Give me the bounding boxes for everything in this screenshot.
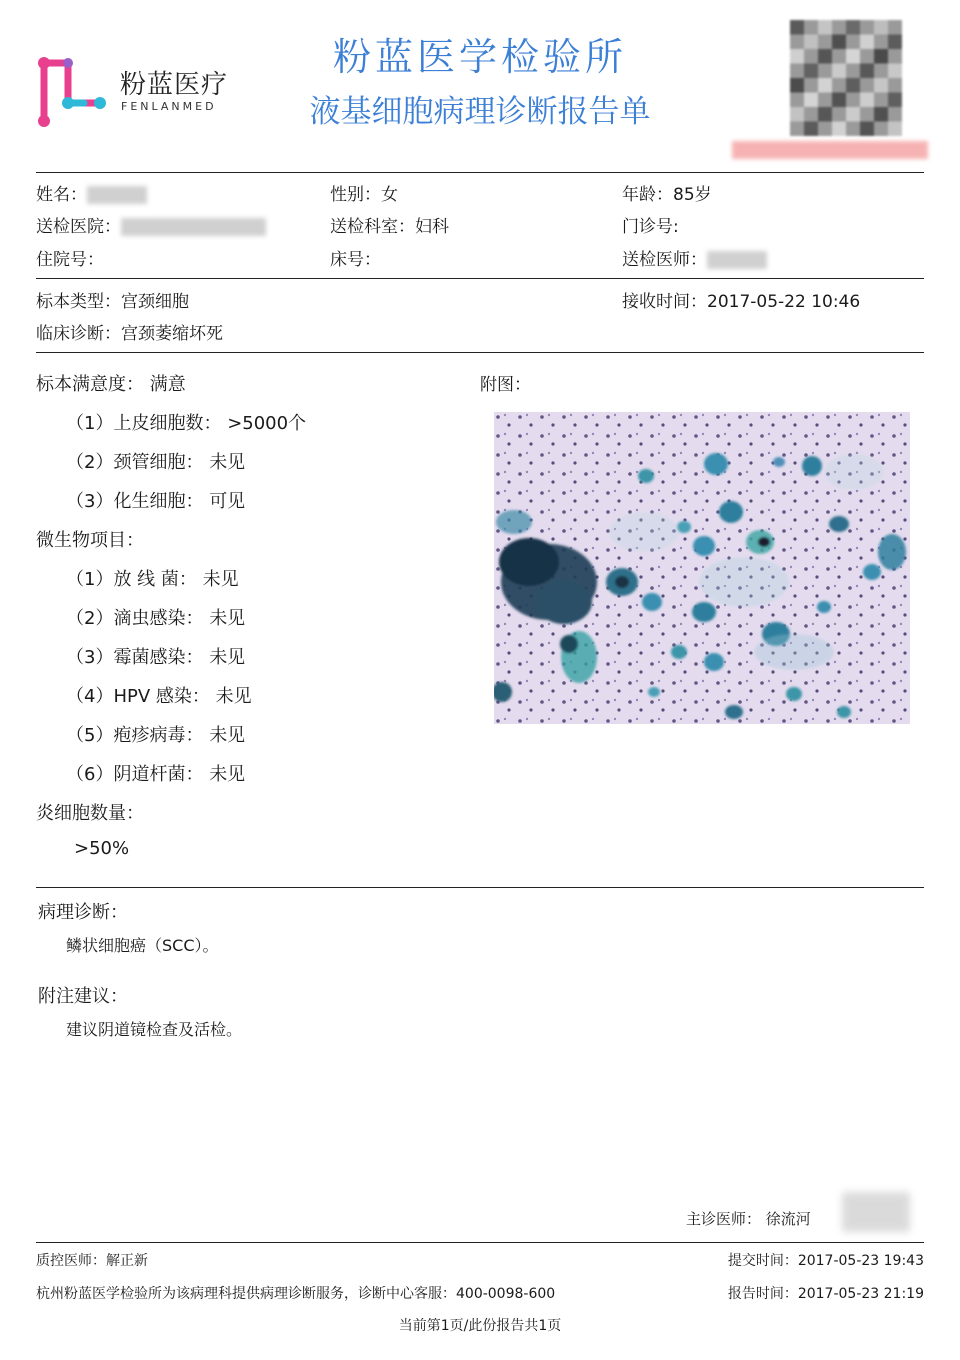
signature-redacted (842, 1192, 910, 1232)
cell-item-label: （2）颈管细胞： (66, 452, 204, 473)
list-item (66, 409, 306, 435)
bed-no-field (330, 245, 381, 270)
chief-doctor-label: 主诊医师： (686, 1210, 762, 1228)
dept-label: 送检科室： (330, 217, 415, 237)
logo-text-cn: 粉蓝医疗 (120, 70, 229, 100)
qr-code (790, 20, 902, 136)
specimen-type-field (36, 287, 189, 312)
gender-value: 女 (381, 185, 398, 205)
diagnosis-heading: 病理诊断： (38, 902, 128, 923)
age-value: 85岁 (673, 185, 712, 205)
satisfaction-label: 标本满意度： (36, 374, 144, 395)
hospital-field (36, 212, 266, 237)
satisfaction-field (36, 370, 186, 396)
list-item (66, 721, 245, 747)
submit-time: 提交时间：2017-05-23 19:43 (727, 1253, 924, 1269)
advice-text: 建议阴道镜检查及活检。 (66, 1020, 243, 1039)
clinical-diagnosis-value: 宫颈萎缩坏死 (121, 324, 223, 344)
cell-item-value: 未见 (209, 452, 246, 473)
dept-field (330, 212, 449, 237)
micro-item-value: 未见 (209, 608, 246, 629)
inpatient-no-field (36, 245, 104, 270)
qc-doctor: 质控医师：解正新 (36, 1253, 148, 1269)
referring-doctor-redacted (707, 251, 767, 269)
patient-name-redacted (87, 186, 147, 204)
clinical-diagnosis-label: 临床诊断： (36, 324, 121, 344)
specimen-type-label: 标本类型： (36, 292, 121, 312)
page-indicator: 当前第1页/此份报告共1页 (398, 1318, 562, 1334)
bed-no-label: 床号： (330, 250, 381, 270)
inflam-value: >50% (74, 838, 130, 859)
cell-item-value: >5000个 (227, 413, 307, 434)
micro-item-value: 未见 (202, 569, 239, 590)
clinic-no-label: 门诊号: (622, 217, 679, 237)
cell-item-value: 可见 (209, 491, 246, 512)
divider (36, 278, 924, 279)
patient-name-field (36, 180, 147, 205)
divider (36, 172, 924, 173)
advice-heading: 附注建议： (38, 986, 128, 1007)
figure-label: 附图： (480, 375, 531, 395)
page-subtitle: 液基细胞病理诊断报告单 (309, 94, 651, 130)
list-item (66, 448, 245, 474)
cell-item-label: （1）上皮细胞数： (66, 413, 222, 434)
page-title: 粉蓝医学检验所 (332, 35, 627, 79)
diagnosis-text: 鳞状细胞癌（SCC）。 (66, 936, 219, 955)
dept-value: 妇科 (415, 217, 449, 237)
micro-item-value: 未见 (209, 725, 246, 746)
hospital-label: 送检医院： (36, 217, 121, 237)
inflam-heading: 炎细胞数量： (36, 803, 144, 824)
micro-item-label: （6）阴道杆菌： (66, 764, 204, 785)
specimen-type-value: 宫颈细胞 (121, 292, 189, 312)
list-item (66, 487, 245, 513)
micro-item-label: （5）疱疹病毒： (66, 725, 204, 746)
satisfaction-value: 满意 (149, 374, 186, 395)
patient-name-label: 姓名： (36, 185, 87, 205)
service-note: 杭州粉蓝医学检验所为该病理科提供病理诊断服务，诊断中心客服：400-0098-600 (36, 1286, 556, 1302)
received-time-value: 2017-05-22 10:46 (707, 292, 861, 312)
logo-text-en: FENLANMED (121, 100, 217, 113)
received-time-label: 接收时间： (622, 292, 707, 312)
micro-item-value: 未见 (209, 647, 246, 668)
referring-doctor-label: 送检医师： (622, 250, 707, 270)
micro-item-value: 未见 (209, 764, 246, 785)
report-time: 报告时间：2017-05-23 21:19 (727, 1286, 924, 1302)
micro-heading: 微生物项目： (36, 530, 144, 551)
barcode-redacted (732, 141, 928, 159)
inpatient-no-label: 住院号： (36, 250, 104, 270)
list-item (66, 604, 245, 630)
micro-item-label: （2）滴虫感染： (66, 608, 204, 629)
divider (36, 887, 924, 888)
list-item (66, 682, 252, 708)
cell-item-label: （3）化生细胞： (66, 491, 204, 512)
patient-age-field (622, 180, 712, 205)
patient-gender-field (330, 180, 398, 205)
divider (36, 1242, 924, 1243)
micro-item-label: （1）放 线 菌： (66, 569, 197, 590)
clinical-diagnosis-field (36, 319, 223, 344)
chief-doctor-name: 徐流河 (765, 1210, 811, 1228)
clinic-no-field (622, 212, 679, 237)
micro-item-value: 未见 (215, 686, 252, 707)
referring-doctor-field (622, 245, 767, 270)
micro-item-label: （3）霉菌感染： (66, 647, 204, 668)
list-item (66, 643, 245, 669)
age-label: 年龄： (622, 185, 673, 205)
received-time-field (622, 287, 860, 312)
cytology-micrograph (494, 412, 910, 724)
chief-doctor-field (686, 1208, 811, 1229)
list-item (66, 760, 245, 786)
gender-label: 性别： (330, 185, 381, 205)
micro-item-label: （4）HPV 感染： (66, 686, 210, 707)
hospital-redacted (121, 218, 266, 236)
divider (36, 352, 924, 353)
list-item (66, 565, 239, 591)
